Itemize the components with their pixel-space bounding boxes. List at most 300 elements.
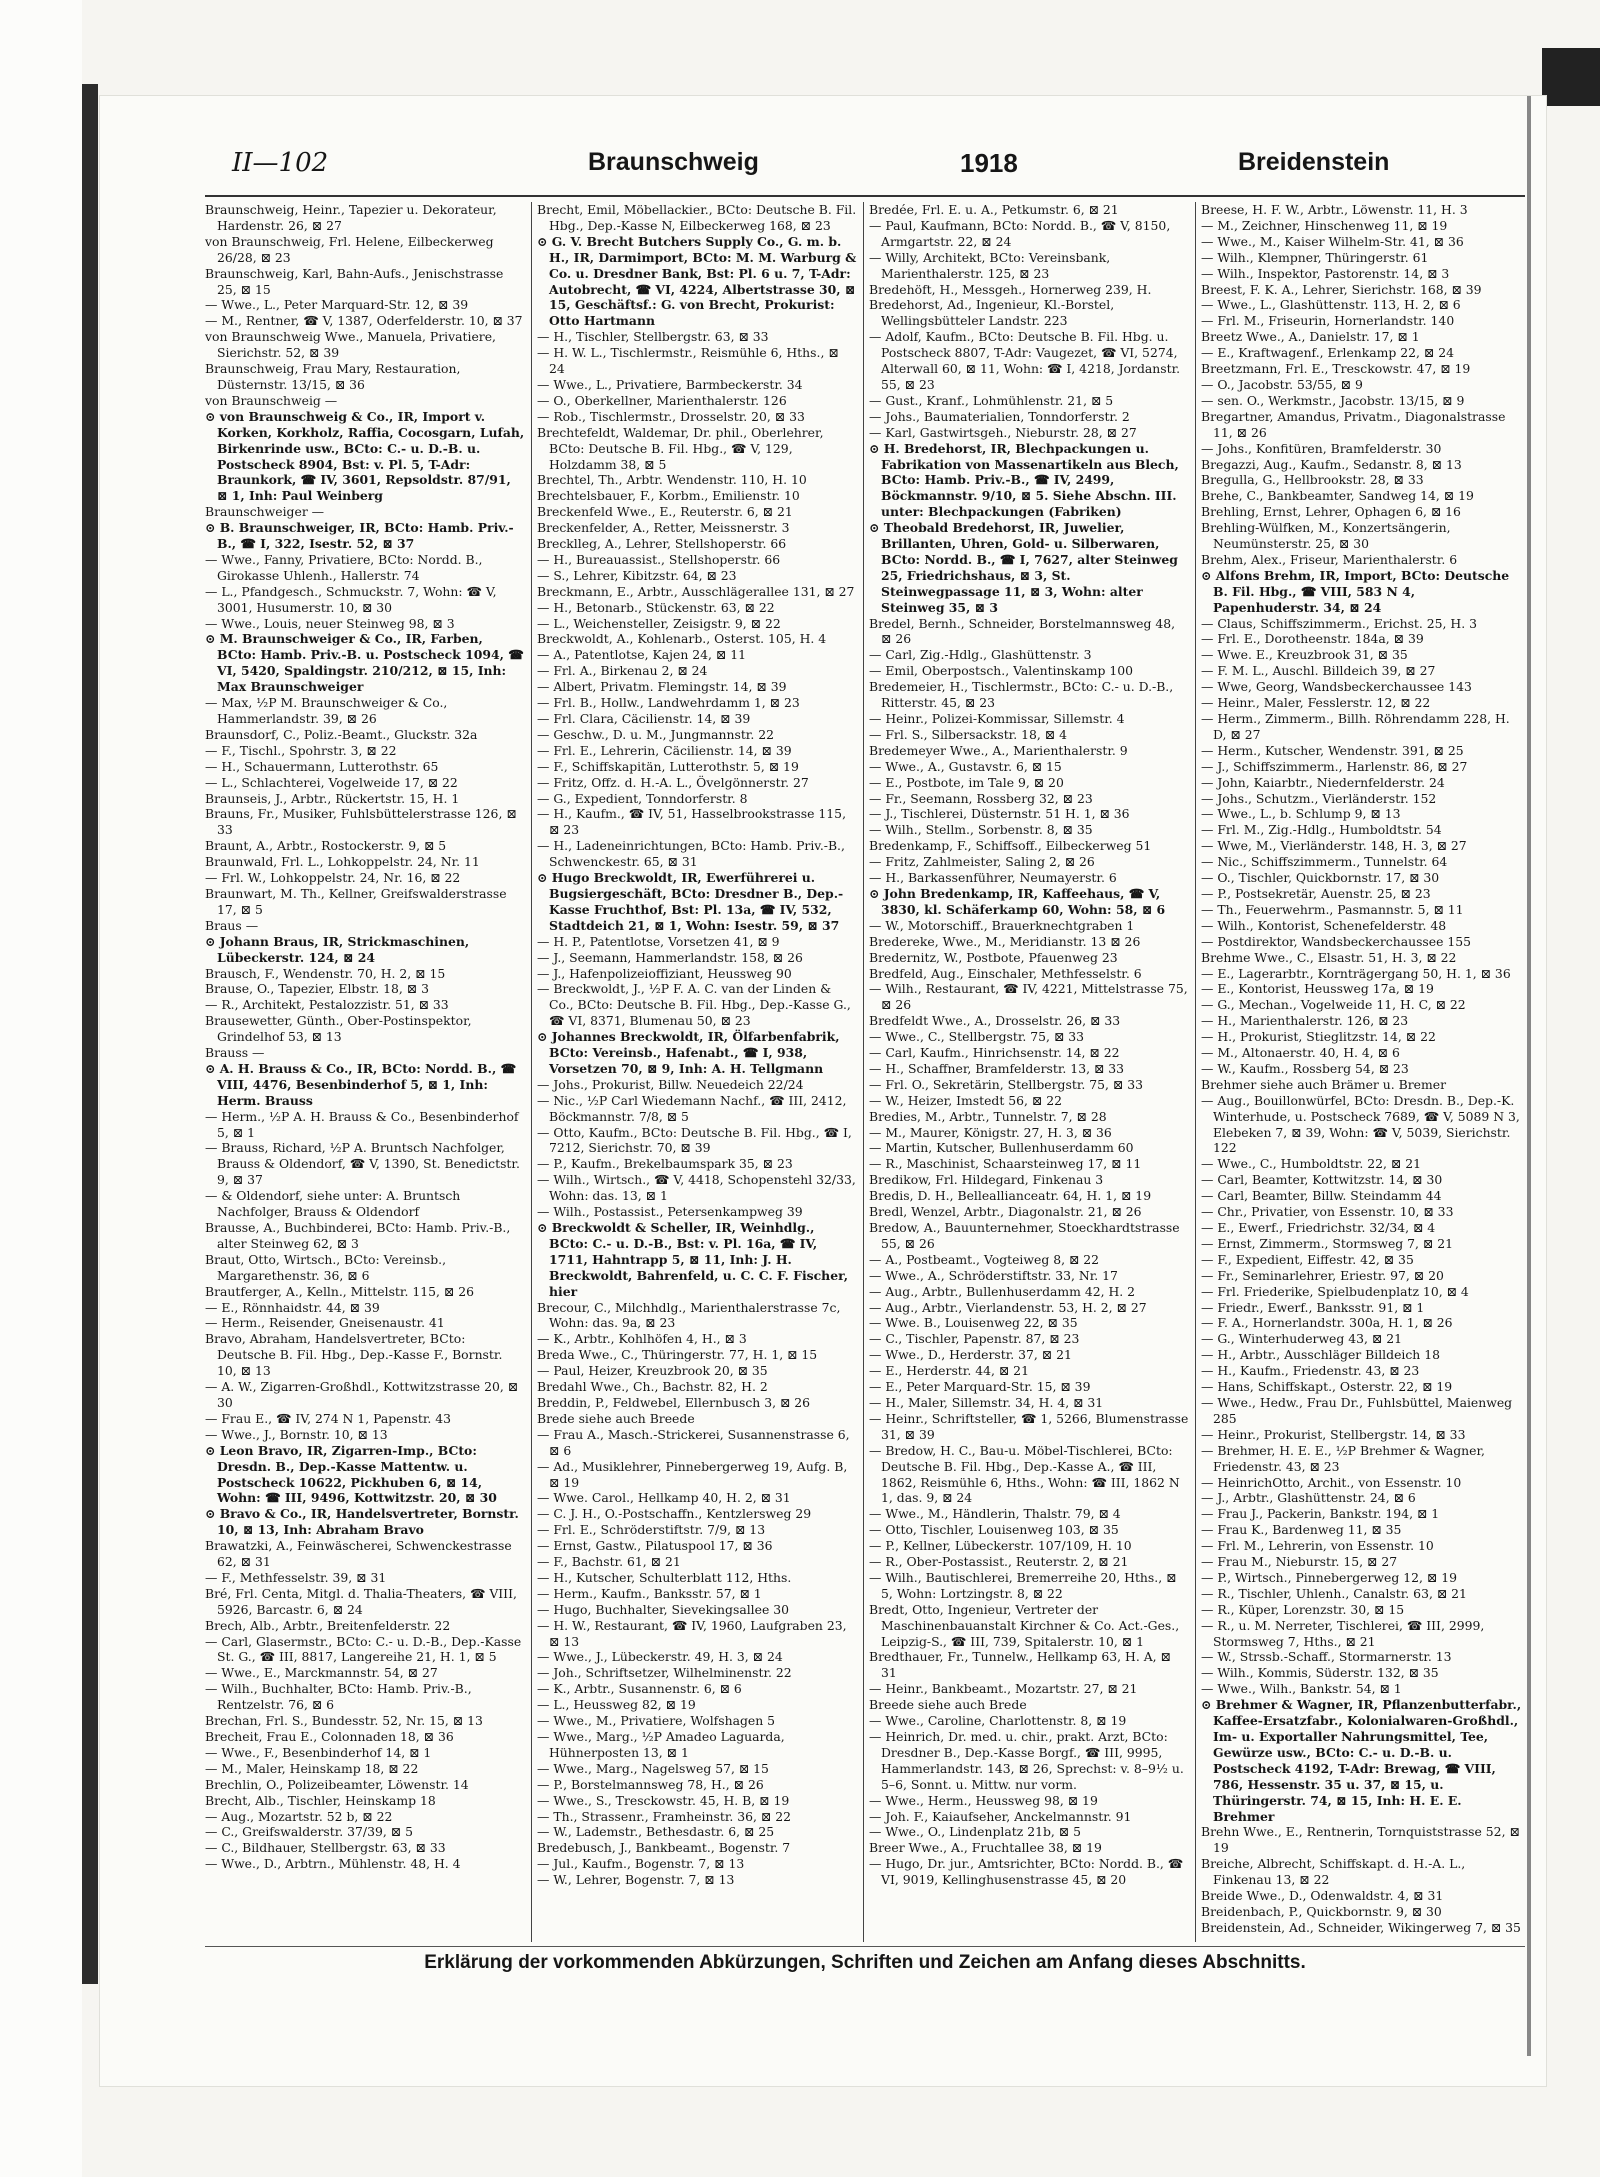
directory-entry: — J., Tischlerei, Düsternstr. 51 H. 1, ⊠ 36 — [869, 806, 1130, 822]
directory-entry: — Carl, Beamter, Kottwitzstr. 14, ⊠ 30 — [1201, 1172, 1443, 1188]
directory-entry: — Joh. F., Kaiaufseher, Anckelmannstr. 91 — [869, 1808, 1132, 1824]
directory-entry: — E., Peter Marquard-Str. 15, ⊠ 39 — [869, 1379, 1091, 1395]
directory-entry: ⊙ von Braunschweig & Co., IR, Import v. Korken, Korkholz, Raffia, Cocosgarn, Lufah, Birkenrinde usw., BCto: C.- u. D.-B. u. Postscheck 8904, Bst: v. Pl. 5, T-Adr: Braunkork, ☎ IV, 3601, Repsoldstr. 87/91, ⊠ 1, Inh: Paul Weinberg — [205, 408, 525, 504]
directory-entry: — Wwe., M., Kaiser Wilhelm-Str. 41, ⊠ 36 — [1201, 233, 1464, 249]
directory-entry: — Heinr., Polizei-Kommissar, Sillemstr. 4 — [869, 711, 1125, 726]
directory-entry: — H., Schaffner, Bramfelderstr. 13, ⊠ 33 — [869, 1060, 1125, 1076]
directory-entry: — & Oldendorf, siehe unter: A. Bruntsch Nachfolger, Brauss & Oldendorf — [205, 1188, 461, 1220]
directory-entry: — H. W., Restaurant, ☎ IV, 1960, Laufgraben 23, ⊠ 13 — [537, 1617, 847, 1649]
directory-entry: Brechtelsbauer, F., Korbm., Emilienstr. 10 — [537, 488, 800, 504]
directory-entry: — Frau M., Nieburstr. 15, ⊠ 27 — [1201, 1554, 1398, 1570]
directory-entry: Bredthauer, Fr., Tunnelw., Hellkamp 63, H. A, ⊠ 31 — [869, 1649, 1171, 1681]
footer-rule — [205, 1946, 1525, 1947]
directory-column-2 — [537, 202, 857, 1942]
directory-entry: ⊙ M. Braunschweiger & Co., IR, Farben, BCto: Hamb. Priv.-B. u. Postscheck 1094, ☎ VI, 5420, Spaldingstr. 210/212, ⊠ 15, Inh: Max Braunschweiger — [205, 631, 524, 695]
header-rule — [205, 195, 1525, 197]
directory-entry: Braunseis, J., Arbtr., Rückertstr. 15, H. 1 — [205, 790, 460, 806]
directory-entry: Bregartner, Amandus, Privatm., Diagonalstrasse 11, ⊠ 26 — [1201, 408, 1506, 440]
directory-entry: — Heinr., Maler, Fesslerstr. 12, ⊠ 22 — [1201, 695, 1431, 711]
directory-entry: Braunwald, Frl. L., Lohkoppelstr. 24, Nr. 11 — [205, 854, 480, 870]
directory-entry: Bredemeyer Wwe., A., Marienthalerstr. 9 — [869, 742, 1128, 758]
directory-entry: Bredernitz, W., Postbote, Pfauenweg 23 — [869, 949, 1118, 965]
directory-entry: Bredies, M., Arbtr., Tunnelstr. 7, ⊠ 28 — [869, 1108, 1107, 1124]
directory-entry: — K., Arbtr., Kohlhöfen 4, H., ⊠ 3 — [537, 1331, 747, 1347]
directory-entry: — R., Küper, Lorenzstr. 30, ⊠ 15 — [1201, 1601, 1405, 1617]
directory-entry: — Paul, Heizer, Kreuzbrook 20, ⊠ 35 — [537, 1363, 768, 1379]
directory-entry: — Wilh., Kontorist, Schenefelderstr. 48 — [1201, 917, 1447, 933]
directory-entry: — F., Schiffskapitän, Lutterothstr. 5, ⊠ 19 — [537, 758, 799, 774]
directory-entry: — C., Tischler, Papenstr. 87, ⊠ 23 — [869, 1331, 1080, 1347]
corner-tab — [1542, 48, 1600, 106]
directory-entry: — Johs., Schutzm., Vierländerstr. 152 — [1201, 790, 1437, 806]
directory-entry: Braunt, A., Arbtr., Rostockerstr. 9, ⊠ 5 — [205, 838, 447, 854]
directory-entry: — Nic., ½P Carl Wiedemann Nachf., ☎ III, 2412, Böckmannstr. 7/8, ⊠ 5 — [537, 1092, 847, 1124]
directory-entry: — M., Rentner, ☎ V, 1387, Oderfelderstr. 10, ⊠ 37 — [205, 313, 523, 329]
directory-entry: — Wwe., Hedw., Frau Dr., Fuhlsbüttel, Maienweg 285 — [1201, 1394, 1513, 1426]
directory-entry: — G., Mechan., Vogelweide 11, H. C, ⊠ 22 — [1201, 997, 1466, 1013]
directory-entry: — Frau J., Packerin, Bankstr. 194, ⊠ 1 — [1201, 1506, 1440, 1522]
directory-entry: — Joh., Schriftsetzer, Wilhelminenstr. 22 — [537, 1665, 792, 1681]
directory-entry: Bredée, Frl. E. u. A., Petkumstr. 6, ⊠ 21 — [869, 202, 1119, 217]
directory-entry: Brechtel, Th., Arbtr. Wendenstr. 110, H. 10 — [537, 472, 807, 488]
directory-entry: — Wwe, Georg, Wandsbeckerchaussee 143 — [1201, 679, 1472, 695]
directory-entry: Braunwart, M. Th., Kellner, Greifswalderstrasse 17, ⊠ 5 — [205, 885, 507, 917]
page-right-border — [1527, 96, 1531, 2056]
directory-entry: — Aug., Mozartstr. 52 b, ⊠ 22 — [205, 1808, 393, 1824]
directory-entry: — C., Greifswalderstr. 37/39, ⊠ 5 — [205, 1824, 413, 1840]
directory-entry: — Herm., Zimmerm., Billh. Röhrendamm 228, H. D, ⊠ 27 — [1201, 711, 1510, 742]
abbreviation-note: Erklärung der vorkommenden Abkürzungen, Schriften und Zeichen am Anfang dieses Abschnitts. — [424, 1952, 1306, 1973]
directory-entry: — Postdirektor, Wandsbeckerchaussee 155 — [1201, 933, 1472, 949]
directory-entry: — H., Marienthalerstr. 126, ⊠ 23 — [1201, 1013, 1409, 1029]
directory-entry: — E., Kontorist, Heussweg 17a, ⊠ 19 — [1201, 981, 1434, 997]
directory-entry: — Wwe., Marg., ½P Amadeo Laguarda, Hühnerposten 13, ⊠ 1 — [537, 1729, 785, 1760]
directory-entry: — Ernst, Gastw., Pilatuspool 17, ⊠ 36 — [537, 1538, 773, 1554]
directory-entry: ⊙ Johann Braus, IR, Strickmaschinen, Lübeckerstr. 124, ⊠ 24 — [205, 933, 470, 965]
directory-entry: Bredel, Bernh., Schneider, Borstelmannsweg 48, ⊠ 26 — [869, 615, 1176, 647]
directory-entry: — Frl. E., Dorotheenstr. 184a, ⊠ 39 — [1201, 631, 1424, 647]
directory-entry: — Fritz, Zahlmeister, Saling 2, ⊠ 26 — [869, 854, 1095, 870]
directory-entry: — K., Arbtr., Susannenstr. 6, ⊠ 6 — [537, 1681, 742, 1697]
directory-entry: von Braunschweig — — [205, 392, 338, 408]
directory-entry: ⊙ Hugo Breckwoldt, IR, Ewerführerei u. Bugsiergeschäft, BCto: Dresdner B., Dep.-Kasse Fruchthof, Bst: Pl. 13a, ☎ IV, 532, Stadtdeich 21, ⊠ 1, Wohn: Isestr. 59, ⊠ 37 — [537, 870, 844, 933]
directory-entry: — S., Lehrer, Kibitzstr. 64, ⊠ 23 — [537, 567, 737, 583]
directory-entry: Breckwoldt, A., Kohlenarb., Osterst. 105, H. 4 — [537, 631, 827, 647]
directory-entry: — R., Ober-Postassist., Reuterstr. 2, ⊠ 21 — [869, 1554, 1129, 1570]
directory-entry: — A. W., Zigarren-Großhdl., Kottwitzstrasse 20, ⊠ 30 — [205, 1379, 519, 1410]
directory-entry: — Fritz, Offz. d. H.-A. L., Övelgönnerstr. 27 — [537, 774, 809, 790]
column-divider — [531, 202, 532, 1942]
directory-entry: — H., Betonarb., Stückenstr. 63, ⊠ 22 — [537, 599, 775, 615]
directory-entry: Bredehorst, Ad., Ingenieur, Kl.-Borstel, Wellingsbütteler Landstr. 223 — [869, 297, 1115, 329]
directory-entry: — Frl. B., Hollw., Landwehrdamm 1, ⊠ 23 — [537, 695, 800, 711]
directory-entry: — O., Jacobstr. 53/55, ⊠ 9 — [1201, 376, 1363, 392]
directory-entry: — C., Bildhauer, Stellbergstr. 63, ⊠ 33 — [205, 1840, 446, 1856]
page-binding-edge — [82, 84, 98, 1984]
directory-entry: — A., Postbeamt., Vogteiweg 8, ⊠ 22 — [869, 1251, 1100, 1267]
directory-entry: Bredt, Otto, Ingenieur, Vertreter der Maschinenbauanstalt Kirchner & Co. Act.-Ges., Leipzig-S., ☎ III, 739, Spitalerstr. 10, ⊠ 1 — [869, 1601, 1180, 1649]
directory-entry: — E., Postbote, im Tale 9, ⊠ 20 — [869, 774, 1064, 790]
directory-entry: Brausse, A., Buchbinderei, BCto: Hamb. Priv.-B., alter Steinweg 62, ⊠ 3 — [205, 1220, 511, 1251]
directory-entry: Breede siehe auch Brede — [869, 1697, 1027, 1713]
directory-entry: — Carl, Kaufm., Hinrichsenstr. 14, ⊠ 22 — [869, 1045, 1120, 1061]
directory-entry: — Wilh., Stellm., Sorbenstr. 8, ⊠ 35 — [869, 822, 1093, 838]
directory-entry: — Otto, Kaufm., BCto: Deutsche B. Fil. Hbg., ☎ I, 7212, Sierichstr. 70, ⊠ 39 — [537, 1124, 852, 1156]
directory-entry: Brecht, Emil, Möbellackier., BCto: Deutsche B. Fil. Hbg., Dep.-Kasse N, Eilbeckerweg 168, ⊠ 23 — [537, 202, 857, 233]
directory-column-4 — [1201, 202, 1525, 1942]
directory-entry: — Hugo, Dr. jur., Amtsrichter, BCto: Nordd. B., ☎ VI, 9019, Kellinghusenstrasse 45, ⊠ 20 — [869, 1856, 1184, 1888]
directory-entry: Breiche, Albrecht, Schiffskapt. d. H.-A. L., Finkenau 13, ⊠ 22 — [1201, 1856, 1466, 1888]
directory-entry: — O., Tischler, Quickbornstr. 17, ⊠ 30 — [1201, 870, 1440, 886]
directory-entry: — Wwe, M., Vierländerstr. 148, H. 3, ⊠ 27 — [1201, 838, 1467, 854]
directory-entry: — Wwe., M., Händlerin, Thalstr. 79, ⊠ 4 — [869, 1506, 1121, 1522]
directory-entry: — Hans, Schiffskapt., Osterstr. 22, ⊠ 19 — [1201, 1379, 1453, 1395]
directory-entry: — P., Kellner, Lübeckerstr. 107/109, H. 10 — [869, 1538, 1132, 1554]
directory-entry: — Karl, Gastwirtsgeh., Nieburstr. 28, ⊠ 27 — [869, 424, 1137, 440]
directory-entry: — G., Winterhuderweg 43, ⊠ 21 — [1201, 1331, 1402, 1347]
directory-entry: Brausewetter, Günth., Ober-Postinspektor, Grindelhof 53, ⊠ 13 — [205, 1013, 472, 1045]
directory-entry: — Aug., Arbtr., Vierlandenstr. 53, H. 2, ⊠ 27 — [869, 1299, 1147, 1315]
directory-entry: — F., Tischl., Spohrstr. 3, ⊠ 22 — [205, 742, 397, 758]
directory-entry: — G., Expedient, Tonndorferstr. 8 — [537, 790, 748, 806]
directory-entry: — Wwe. Carol., Hellkamp 40, H. 2, ⊠ 31 — [537, 1490, 791, 1506]
directory-entry: — Wwe., L., b. Schlump 9, ⊠ 13 — [1201, 806, 1401, 822]
directory-entry: ⊙ John Bredenkamp, IR, Kaffeehaus, ☎ V, 3830, kl. Schäferkamp 60, Wohn: 58, ⊠ 6 — [869, 885, 1166, 917]
directory-entry: — Wwe., S., Tresckowstr. 45, H. B, ⊠ 19 — [537, 1792, 790, 1808]
directory-entry: — Wwe., D., Arbtrn., Mühlenstr. 48, H. 4 — [205, 1856, 461, 1872]
directory-entry: — Ad., Musiklehrer, Pinnebergerweg 19, Aufg. B, ⊠ 19 — [537, 1458, 848, 1490]
directory-entry: ⊙ A. H. Brauss & Co., IR, BCto: Nordd. B., ☎ VIII, 4476, Besenbinderhof 5, ⊠ 1, Inh: Herm. Brauss — [205, 1060, 517, 1108]
directory-columns — [205, 202, 1525, 1942]
directory-entry: — Aug., Bouillonwürfel, BCto: Dresdn. B., Dep.-K. Winterhude, u. Postscheck 7689, ☎ V, 5089 N 3, Elebeken 7, ⊠ 39, Wohn: ☎ V, 5039, Sierichstr. 122 — [1201, 1092, 1520, 1156]
directory-entry: — Bredow, H. C., Bau-u. Möbel-Tischlerei, BCto: Deutsche B. Fil. Hbg., Dep.-Kasse A., ☎ III, 1862, Reismühle 6, Hths., Wohn: ☎ III, 1862 N 1, das. 9, ⊠ 24 — [869, 1442, 1180, 1506]
directory-entry: — Frl. E., Schröderstiftstr. 7/9, ⊠ 13 — [537, 1522, 766, 1538]
directory-entry: Breese, H. F. W., Arbtr., Löwenstr. 11, H. 3 — [1201, 202, 1468, 217]
directory-entry: — E., Rönnhaidstr. 44, ⊠ 39 — [205, 1299, 380, 1315]
directory-entry: Bredikow, Frl. Hildegard, Finkenau 3 — [869, 1172, 1104, 1188]
directory-entry: Brehe, C., Bankbeamter, Sandweg 14, ⊠ 19 — [1201, 488, 1474, 504]
directory-entry: — Martin, Kutscher, Bullenhuserdamm 60 — [869, 1140, 1134, 1156]
directory-entry: — Heinr., Prokurist, Stellbergstr. 14, ⊠ 33 — [1201, 1426, 1466, 1442]
directory-entry: — Herm., Kaufm., Banksstr. 57, ⊠ 1 — [537, 1585, 762, 1601]
directory-entry: — W., Lademstr., Bethesdastr. 6, ⊠ 25 — [537, 1824, 775, 1840]
directory-entry: — P., Borstelmannsweg 78, H., ⊠ 26 — [537, 1776, 764, 1792]
directory-entry: — R., Tischler, Uhlenh., Canalstr. 63, ⊠ 21 — [1201, 1585, 1467, 1601]
directory-entry: — M., Maurer, Königstr. 27, H. 3, ⊠ 36 — [869, 1124, 1112, 1140]
directory-entry: — Carl, Zig.-Hdlg., Glashüttenstr. 3 — [869, 647, 1092, 663]
directory-entry: — E., Lagerarbtr., Kornträgergang 50, H. 1, ⊠ 36 — [1201, 965, 1511, 981]
directory-entry: ⊙ Johannes Breckwoldt, IR, Ölfarbenfabrik, BCto: Vereinsb., Hafenabt., ☎ I, 938, Vorsetzen 70, ⊠ 9, Inh: A. H. Tellgmann — [537, 1029, 840, 1076]
directory-entry: — L., Pfandgesch., Schmuckstr. 7, Wohn: ☎ V, 3001, Husumerstr. 10, ⊠ 30 — [205, 583, 497, 615]
directory-entry: — Frau A., Masch.-Strickerei, Susannenstrasse 6, ⊠ 6 — [537, 1426, 850, 1458]
directory-entry: — Frl. Clara, Cäcilienstr. 14, ⊠ 39 — [537, 711, 751, 726]
directory-entry: Brech, Alb., Arbtr., Breitenfelderstr. 22 — [205, 1617, 451, 1633]
directory-entry: — J., Arbtr., Glashüttenstr. 24, ⊠ 6 — [1201, 1490, 1416, 1506]
directory-entry: Brautferger, A., Kelln., Mittelstr. 115, ⊠ 26 — [205, 1283, 474, 1299]
directory-entry: Bredl, Wenzel, Arbtr., Diagonalstr. 21, ⊠ 26 — [869, 1204, 1142, 1220]
directory-entry: — Heinr., Bankbeamt., Mozartstr. 27, ⊠ 21 — [869, 1681, 1138, 1697]
directory-entry: — W., Lehrer, Bogenstr. 7, ⊠ 13 — [537, 1872, 735, 1888]
directory-entry: — H., Bureauassist., Stellshoperstr. 66 — [537, 551, 781, 567]
directory-entry: — Wilh., Kommis, Süderstr. 132, ⊠ 35 — [1201, 1665, 1439, 1681]
directory-entry: Breidenbach, P., Quickbornstr. 9, ⊠ 30 — [1201, 1903, 1442, 1919]
directory-entry: von Braunschweig, Frl. Helene, Eilbeckerweg 26/28, ⊠ 23 — [205, 233, 494, 265]
directory-entry: Breckmann, E., Arbtr., Ausschlägerallee 131, ⊠ 27 — [537, 583, 855, 599]
directory-entry: — Wwe., L., Peter Marquard-Str. 12, ⊠ 39 — [205, 297, 469, 313]
directory-entry: Brechtefeldt, Waldemar, Dr. phil., Oberlehrer, BCto: Deutsche B. Fil. Hbg., ☎ V, 129, Holzdamm 38, ⊠ 5 — [537, 424, 824, 472]
directory-entry: — Aug., Arbtr., Bullenhuserdamm 42, H. 2 — [869, 1283, 1136, 1299]
directory-entry: — Fr., Seminarlehrer, Eriestr. 97, ⊠ 20 — [1201, 1267, 1444, 1283]
directory-entry: — W., Kaufm., Rossberg 54, ⊠ 23 — [1201, 1060, 1409, 1076]
directory-entry: Bredemeier, H., Tischlermstr., BCto: C.- u. D.-B., Ritterstr. 45, ⊠ 23 — [869, 679, 1174, 711]
directory-entry: — Wwe., C., Stellbergstr. 75, ⊠ 33 — [869, 1029, 1085, 1045]
directory-entry: — H., Kaufm., Friedenstr. 43, ⊠ 23 — [1201, 1363, 1420, 1379]
directory-entry: Braus — — [205, 917, 259, 933]
directory-entry: Brecklleg, A., Lehrer, Stellshoperstr. 66 — [537, 536, 787, 552]
directory-entry: — Albert, Privatm. Flemingstr. 14, ⊠ 39 — [537, 679, 787, 695]
directory-entry: — Rob., Tischlermstr., Drosselstr. 20, ⊠ 33 — [537, 408, 805, 424]
directory-entry: — Breckwoldt, J., ½P F. A. C. van der Linden & Co., BCto: Deutsche B. Fil. Hbg., Dep.-Kasse G., ☎ VI, 8371, Blumenau 50, ⊠ 23 — [537, 981, 851, 1029]
directory-entry: — Wilh., Inspektor, Pastorenstr. 14, ⊠ 3 — [1201, 265, 1450, 281]
directory-entry: Braunschweig, Heinr., Tapezier u. Dekorateur, Hardenstr. 26, ⊠ 27 — [205, 202, 497, 233]
directory-entry: — Wwe. B., Louisenweg 22, ⊠ 35 — [869, 1315, 1078, 1331]
directory-entry: — Wwe., L., Glashüttenstr. 113, H. 2, ⊠ 6 — [1201, 297, 1461, 313]
column-divider — [863, 202, 864, 1942]
directory-entry: Breckenfeld Wwe., E., Reuterstr. 6, ⊠ 21 — [537, 504, 793, 520]
directory-entry: — W., Motorschiff., Brauerknechtgraben 1 — [869, 917, 1135, 933]
directory-entry: Braunschweiger — — [205, 504, 325, 520]
guide-word: Breidenstein — [1238, 148, 1390, 176]
directory-entry: Breide Wwe., D., Odenwaldstr. 4, ⊠ 31 — [1201, 1888, 1444, 1904]
directory-entry: Braunschweig, Frau Mary, Restauration, Düsternstr. 13/15, ⊠ 36 — [205, 361, 461, 392]
directory-entry: — Claus, Schiffszimmerm., Erichst. 25, H. 3 — [1201, 615, 1477, 631]
directory-entry: — E., Kraftwagenf., Erlenkamp 22, ⊠ 24 — [1201, 345, 1455, 361]
directory-entry: — F., Bachstr. 61, ⊠ 21 — [537, 1554, 681, 1570]
directory-entry: — Wwe., F., Besenbinderhof 14, ⊠ 1 — [205, 1744, 432, 1760]
directory-entry: — Wwe., E., Marckmannstr. 54, ⊠ 27 — [205, 1665, 438, 1681]
directory-entry: von Braunschweig Wwe., Manuela, Privatiere, Sierichstr. 52, ⊠ 39 — [205, 329, 496, 361]
directory-entry: — R., u. M. Nerreter, Tischlerei, ☎ III, 2999, Stormsweg 7, Hths., ⊠ 21 — [1201, 1617, 1485, 1649]
directory-entry: — Johs., Prokurist, Billw. Neuedeich 22/24 — [537, 1076, 804, 1092]
directory-entry: — Frl. M., Zig.-Hdlg., Humboldtstr. 54 — [1201, 822, 1442, 838]
directory-entry: — Johs., Baumaterialien, Tonndorferstr. 2 — [869, 408, 1130, 424]
directory-entry: Bredehöft, H., Messgeh., Hornerweg 239, H. — [869, 281, 1152, 297]
directory-entry: — Chr., Privatier, von Essenstr. 10, ⊠ 33 — [1201, 1204, 1454, 1220]
directory-entry: — Frau E., ☎ IV, 274 N 1, Papenstr. 43 — [205, 1410, 452, 1426]
directory-entry: — C. J. H., O.-Postschaffn., Kentzlersweg 29 — [537, 1506, 812, 1522]
directory-entry: — J., Seemann, Hammerlandstr. 158, ⊠ 26 — [537, 949, 803, 965]
page-number: II—102 — [232, 148, 329, 178]
directory-entry: Bré, Frl. Centa, Mitgl. d. Thalia-Theaters, ☎ VIII, 5926, Barcastr. 6, ⊠ 24 — [205, 1585, 517, 1617]
directory-entry: ⊙ B. Braunschweiger, IR, BCto: Hamb. Priv.-B., ☎ I, 322, Isestr. 52, ⊠ 37 — [205, 520, 514, 552]
directory-entry: — F., Methfesselstr. 39, ⊠ 31 — [205, 1569, 387, 1585]
directory-entry: — L., Heussweg 82, ⊠ 19 — [537, 1697, 696, 1713]
directory-entry: — H. P., Patentlotse, Vorsetzen 41, ⊠ 9 — [537, 933, 780, 949]
directory-entry: — Wwe., A., Gustavstr. 6, ⊠ 15 — [869, 758, 1062, 774]
directory-entry: — Wilh., Bautischlerei, Bremerreihe 20, Hths., ⊠ 5, Wohn: Lortzingstr. 8, ⊠ 22 — [869, 1569, 1177, 1601]
directory-entry: Breddin, P., Feldwebel, Ellernbusch 3, ⊠ 26 — [537, 1394, 811, 1410]
directory-entry: — E., Ewerf., Friedrichstr. 32/34, ⊠ 4 — [1201, 1220, 1436, 1235]
directory-entry: — Jul., Kaufm., Bogenstr. 7, ⊠ 13 — [537, 1856, 745, 1872]
directory-entry: Bredenkamp, F., Schiffsoff., Eilbeckerweg 51 — [869, 838, 1152, 854]
directory-entry: — Wilh., Wirtsch., ☎ V, 4418, Schopenstehl 32/33, Wohn: das. 13, ⊠ 1 — [537, 1172, 856, 1204]
directory-entry: — Wilh., Postassist., Petersenkampweg 39 — [537, 1204, 803, 1220]
directory-entry: — HeinrichOtto, Archit., von Essenstr. 10 — [1201, 1474, 1462, 1490]
directory-entry: — Herm., Kutscher, Wendenstr. 391, ⊠ 25 — [1201, 742, 1464, 758]
directory-entry: — Wwe., Caroline, Charlottenstr. 8, ⊠ 19 — [869, 1713, 1127, 1729]
directory-entry: — J., Schiffszimmerm., Harlenstr. 86, ⊠ 27 — [1201, 758, 1468, 774]
directory-entry: — W., Strssb.-Schaff., Stormarnerstr. 13 — [1201, 1649, 1452, 1665]
directory-entry: Bregulla, G., Hellbrookstr. 28, ⊠ 33 — [1201, 472, 1424, 488]
directory-entry: — H., Kaufm., ☎ IV, 51, Hasselbrookstrasse 115, ⊠ 23 — [537, 806, 847, 838]
directory-entry: — Frl. M., Friseurin, Hornerlandstr. 140 — [1201, 313, 1455, 329]
directory-entry: — J., Hafenpolizeioffiziant, Heussweg 90 — [537, 965, 792, 981]
directory-entry: — M., Zeichner, Hinschenweg 11, ⊠ 19 — [1201, 217, 1448, 233]
directory-entry: Bredfeldt Wwe., A., Drosselstr. 26, ⊠ 33 — [869, 1013, 1121, 1029]
directory-entry: — A., Patentlotse, Kajen 24, ⊠ 11 — [537, 647, 746, 663]
directory-entry: — L., Weichensteller, Zeisigstr. 9, ⊠ 22 — [537, 615, 781, 631]
directory-entry: — F. A., Hornerlandstr. 300a, H. 1, ⊠ 26 — [1201, 1315, 1453, 1331]
directory-entry: Brechlin, O., Polizeibeamter, Löwenstr. 14 — [205, 1776, 469, 1792]
directory-entry: Brauss — — [205, 1045, 265, 1061]
directory-entry: — Wwe., J., Lübeckerstr. 49, H. 3, ⊠ 24 — [537, 1649, 783, 1665]
directory-entry: Braunsdorf, C., Poliz.-Beamt., Gluckstr. 32a — [205, 726, 478, 742]
directory-entry: — Wwe. E., Kreuzbrook 31, ⊠ 35 — [1201, 647, 1408, 663]
directory-entry: — O., Oberkellner, Marienthalerstr. 126 — [537, 392, 787, 408]
directory-entry: Bredahl Wwe., Ch., Bachstr. 82, H. 2 — [537, 1379, 768, 1395]
directory-entry: ⊙ H. Bredehorst, IR, Blechpackungen u. Fabrikation von Massenartikeln aus Blech, BCto: Hamb. Priv.-B., ☎ IV, 2499, Böckmannstr. 9/10, ⊠ 5. Siehe Abschn. III. unter: Blechpackungen (Fabriken) — [869, 440, 1179, 520]
spine-strip — [0, 0, 82, 2177]
directory-entry: — Wwe., J., Bornstr. 10, ⊠ 13 — [205, 1426, 388, 1442]
directory-entry: Breetz Wwe., A., Danielstr. 17, ⊠ 1 — [1201, 329, 1420, 345]
directory-entry: Bredfeld, Aug., Einschaler, Methfesselstr. 6 — [869, 965, 1142, 981]
directory-entry: — Carl, Glasermstr., BCto: C.- u. D.-B., Dep.-Kasse St. G., ☎ III, 8817, Langereihe 21, H. 1, ⊠ 5 — [205, 1633, 522, 1665]
directory-entry: — sen. O., Werkmstr., Jacobstr. 13/15, ⊠ 9 — [1201, 392, 1465, 408]
directory-entry: — Frl. Friederike, Spielbudenplatz 10, ⊠ 4 — [1201, 1283, 1469, 1299]
directory-entry: — Ernst, Zimmerm., Stormsweg 7, ⊠ 21 — [1201, 1235, 1453, 1251]
directory-entry: — Frl. E., Lehrerin, Cäcilienstr. 14, ⊠ 39 — [537, 742, 792, 758]
directory-entry: — P., Kaufm., Brekelbaumspark 35, ⊠ 23 — [537, 1156, 793, 1172]
directory-entry: — Wwe., A., Schröderstiftstr. 33, Nr. 17 — [869, 1267, 1118, 1283]
directory-entry: — Wwe., Louis, neuer Steinweg 98, ⊠ 3 — [205, 615, 455, 631]
directory-entry: Brechan, Frl. S., Bundesstr. 52, Nr. 15, ⊠ 13 — [205, 1713, 483, 1729]
directory-entry: — Wwe., O., Lindenplatz 21b, ⊠ 5 — [869, 1824, 1081, 1840]
directory-entry: Bredebusch, J., Bankbeamt., Bogenstr. 7 — [537, 1840, 791, 1856]
directory-entry: — Johs., Konfitüren, Bramfelderstr. 30 — [1201, 440, 1442, 456]
directory-entry: — Wilh., Klempner, Thüringerstr. 61 — [1201, 249, 1429, 265]
directory-entry: Braunschweig, Karl, Bahn-Aufs., Jenischstrasse 25, ⊠ 15 — [205, 265, 504, 297]
directory-entry: — Wwe., Fanny, Privatiere, BCto: Nordd. B., Girokasse Uhlenh., Hallerstr. 74 — [205, 551, 483, 583]
directory-entry: — Max, ½P M. Braunschweiger & Co., Hammerlandstr. 39, ⊠ 26 — [205, 695, 448, 726]
running-header — [140, 148, 1520, 188]
directory-entry: — Nic., Schiffszimmerm., Tunnelstr. 64 — [1201, 854, 1448, 870]
directory-entry: — H., Maler, Sillemstr. 34, H. 4, ⊠ 31 — [869, 1394, 1104, 1410]
directory-entry: — F., Expedient, Eiffestr. 42, ⊠ 35 — [1201, 1251, 1414, 1267]
directory-entry: Brehn Wwe., E., Rentnerin, Tornquiststrasse 52, ⊠ 19 — [1201, 1824, 1520, 1856]
directory-entry: — Frl. M., Lehrerin, von Essenstr. 10 — [1201, 1538, 1434, 1554]
directory-entry: — H., Barkassenführer, Neumayerstr. 6 — [869, 870, 1117, 886]
directory-entry: ⊙ Breckwoldt & Scheller, IR, Weinhdlg., BCto: C.- u. D.-B., Bst: v. Pl. 16a, ☎ IV, 1711, Hahntrapp 5, ⊠ 11, Inh: J. H. Breckwoldt, Bahrenfeld, u. C. C. F. Fischer, hier — [537, 1220, 849, 1299]
directory-entry: — Friedr., Ewerf., Banksstr. 91, ⊠ 1 — [1201, 1299, 1425, 1315]
directory-entry: — Gust., Kranf., Lohmühlenstr. 21, ⊠ 5 — [869, 392, 1114, 408]
directory-entry: — H., Tischler, Stellbergstr. 63, ⊠ 33 — [537, 329, 769, 345]
directory-entry: — Fr., Seemann, Rossberg 32, ⊠ 23 — [869, 790, 1093, 806]
directory-entry: — Brauss, Richard, ½P A. Bruntsch Nachfolger, Brauss & Oldendorf, ☎ V, 1390, St. Benedictstr. 9, ⊠ 37 — [205, 1140, 520, 1188]
directory-entry: — Herm., ½P A. H. Brauss & Co., Besenbinderhof 5, ⊠ 1 — [205, 1108, 519, 1140]
directory-entry: Brecheit, Frau E., Colonnaden 18, ⊠ 36 — [205, 1729, 454, 1744]
directory-entry: Breidenstein, Ad., Schneider, Wikingerweg 7, ⊠ 35 — [1201, 1919, 1521, 1935]
directory-entry: — H., Schauermann, Lutterothstr. 65 — [205, 758, 439, 774]
directory-entry: — Th., Feuerwehrm., Pasmannstr. 5, ⊠ 11 — [1201, 901, 1464, 917]
directory-entry: — H., Prokurist, Stieglitzstr. 14, ⊠ 22 — [1201, 1029, 1436, 1045]
directory-entry: — John, Kaiarbtr., Niedernfelderstr. 24 — [1201, 774, 1445, 790]
directory-entry: — Wwe., C., Humboldtstr. 22, ⊠ 21 — [1201, 1156, 1421, 1172]
directory-entry: ⊙ Leon Bravo, IR, Zigarren-Imp., BCto: Dresdn. B., Dep.-Kasse Mattentw. u. Postscheck 10622, Pickhuben 6, ⊠ 14, Wohn: ☎ III, 9496, Kottwitzstr. 20, ⊠ 30 — [205, 1442, 497, 1506]
column-divider — [1195, 202, 1196, 1942]
directory-entry: — H., Arbtr., Ausschläger Billdeich 18 — [1201, 1347, 1440, 1363]
directory-entry: Bredow, A., Bauunternehmer, Stoeckhardtstrasse 55, ⊠ 26 — [869, 1220, 1180, 1251]
directory-entry: — W., Heizer, Imstedt 56, ⊠ 22 — [869, 1092, 1063, 1108]
directory-entry: ⊙ Bravo & Co., IR, Handelsvertreter, Bornstr. 10, ⊠ 13, Inh: Abraham Bravo — [205, 1506, 519, 1538]
directory-entry: Brawatzki, A., Feinwäscherei, Schwenckestrasse 62, ⊠ 31 — [205, 1538, 512, 1570]
directory-entry: — Willy, Architekt, BCto: Vereinsbank, Marienthalerstr. 125, ⊠ 23 — [869, 249, 1111, 281]
directory-entry: — Wwe., L., Privatiere, Barmbeckerstr. 34 — [537, 376, 803, 392]
directory-entry: — Wwe., Marg., Nagelsweg 57, ⊠ 15 — [537, 1760, 769, 1776]
directory-entry: — Herm., Reisender, Gneisenaustr. 41 — [205, 1315, 445, 1331]
directory-entry: — R., Maschinist, Schaarsteinweg 17, ⊠ 11 — [869, 1156, 1142, 1172]
directory-entry: — Frl. S., Silbersackstr. 18, ⊠ 4 — [869, 726, 1067, 742]
directory-entry: — F. M. L., Auschl. Billdeich 39, ⊠ 27 — [1201, 663, 1436, 679]
directory-entry: Braut, Otto, Wirtsch., BCto: Vereinsb., Margarethenstr. 36, ⊠ 6 — [205, 1251, 447, 1283]
directory-entry: — Wwe., Wilh., Bankstr. 54, ⊠ 1 — [1201, 1681, 1402, 1697]
directory-entry: — Otto, Tischler, Louisenweg 103, ⊠ 35 — [869, 1522, 1119, 1538]
directory-entry: ⊙ Brehmer & Wagner, IR, Pflanzenbutterfabr., Kaffee-Ersatzfabr., Kolonialwaren-Großhdl., Im- u. Exportaller Nahrungsmittel, Tee, Gewürze usw., BCto: C.- u. D.-B. u. Postscheck 4192, T-Adr: Brewag, ☎ VIII, 786, Hessenstr. 35 u. 37, ⊠ 15, u. Thüringerstr. 74, ⊠ 15, Inh: H. E. E. Brehmer — [1201, 1697, 1522, 1824]
directory-entry: — M., Maler, Heinskamp 18, ⊠ 22 — [205, 1760, 419, 1776]
directory-entry: — Geschw., D. u. M., Jungmannstr. 22 — [537, 726, 775, 742]
directory-entry: — Wilh., Buchhalter, BCto: Hamb. Priv.-B., Rentzelstr. 76, ⊠ 6 — [205, 1681, 472, 1713]
directory-entry: — P., Postsekretär, Auenstr. 25, ⊠ 23 — [1201, 885, 1431, 901]
directory-entry: — Wwe., D., Herderstr. 37, ⊠ 21 — [869, 1347, 1072, 1363]
directory-entry: — Adolf, Kaufm., BCto: Deutsche B. Fil. Hbg. u. Postscheck 8807, T-Adr: Vaugezet, ☎ VI, 5274, Alterwall 60, ⊠ 11, Wohn: ☎ I, 4218, Jordanstr. 55, ⊠ 23 — [869, 329, 1181, 392]
directory-entry: Brausch, F., Wendenstr. 70, H. 2, ⊠ 15 — [205, 965, 446, 981]
directory-entry: Breest, F. K. A., Lehrer, Sierichstr. 168, ⊠ 39 — [1201, 281, 1482, 297]
directory-entry: Bravo, Abraham, Handelsvertreter, BCto: Deutsche B. Fil. Hbg., Dep.-Kasse F., Bornstr. 10, ⊠ 13 — [205, 1331, 503, 1379]
directory-entry: Brehling-Wülfken, M., Konzertsängerin, Neumünsterstr. 25, ⊠ 30 — [1201, 520, 1451, 552]
directory-entry: — Frau K., Bardenweg 11, ⊠ 35 — [1201, 1522, 1402, 1538]
directory-entry: Brauns, Fr., Musiker, Fuhlsbüttelerstrasse 126, ⊠ 33 — [205, 806, 517, 838]
directory-entry: Brause, O., Tapezier, Elbstr. 18, ⊠ 3 — [205, 981, 429, 997]
directory-column-1 — [205, 202, 525, 1942]
directory-entry: Breckenfelder, A., Retter, Meissnerstr. 3 — [537, 520, 790, 536]
city-name: Braunschweig — [588, 148, 759, 176]
directory-entry: — Wwe., M., Privatiere, Wolfshagen 5 — [537, 1713, 776, 1729]
directory-entry: — Frl. O., Sekretärin, Stellbergstr. 75, ⊠ 33 — [869, 1076, 1143, 1092]
directory-entry: Brecour, C., Milchhdlg., Marienthalerstrasse 7c, Wohn: das. 9a, ⊠ 23 — [537, 1299, 841, 1331]
directory-entry: — Frl. W., Lohkoppelstr. 24, Nr. 16, ⊠ 22 — [205, 870, 461, 886]
directory-entry: Breer Wwe., A., Fruchtallee 38, ⊠ 19 — [869, 1840, 1102, 1856]
directory-entry: — Frl. A., Birkenau 2, ⊠ 24 — [537, 663, 708, 679]
directory-entry: Bredis, D. H., Belleallianceatr. 64, H. 1, ⊠ 19 — [869, 1188, 1152, 1204]
directory-entry: — Th., Strassenr., Framheinstr. 36, ⊠ 22 — [537, 1808, 791, 1824]
directory-entry: — E., Herderstr. 44, ⊠ 21 — [869, 1363, 1029, 1379]
directory-entry: — Wwe., Herm., Heussweg 98, ⊠ 19 — [869, 1792, 1098, 1808]
directory-entry: — Brehmer, H. E. E., ½P Brehmer & Wagner, Friedenstr. 43, ⊠ 23 — [1201, 1442, 1485, 1474]
directory-entry: Brecht, Alb., Tischler, Heinskamp 18 — [205, 1792, 436, 1808]
directory-entry: ⊙ Theobald Bredehorst, IR, Juwelier, Brillanten, Uhren, Gold- u. Silberwaren, BCto: Nordd. B., ☎ I, 7627, alter Steinweg 25, Friedrichshaus, ⊠ 3, St. Steinwegpassage 11, ⊠ 3, Wohn: alter Steinweg 35, ⊠ 3 — [869, 520, 1178, 615]
directory-entry: — M., Altonaerstr. 40, H. 4, ⊠ 6 — [1201, 1045, 1400, 1061]
directory-entry: — Heinr., Schriftsteller, ☎ 1, 5266, Blumenstrasse 31, ⊠ 39 — [869, 1410, 1189, 1442]
directory-column-3 — [869, 202, 1189, 1942]
